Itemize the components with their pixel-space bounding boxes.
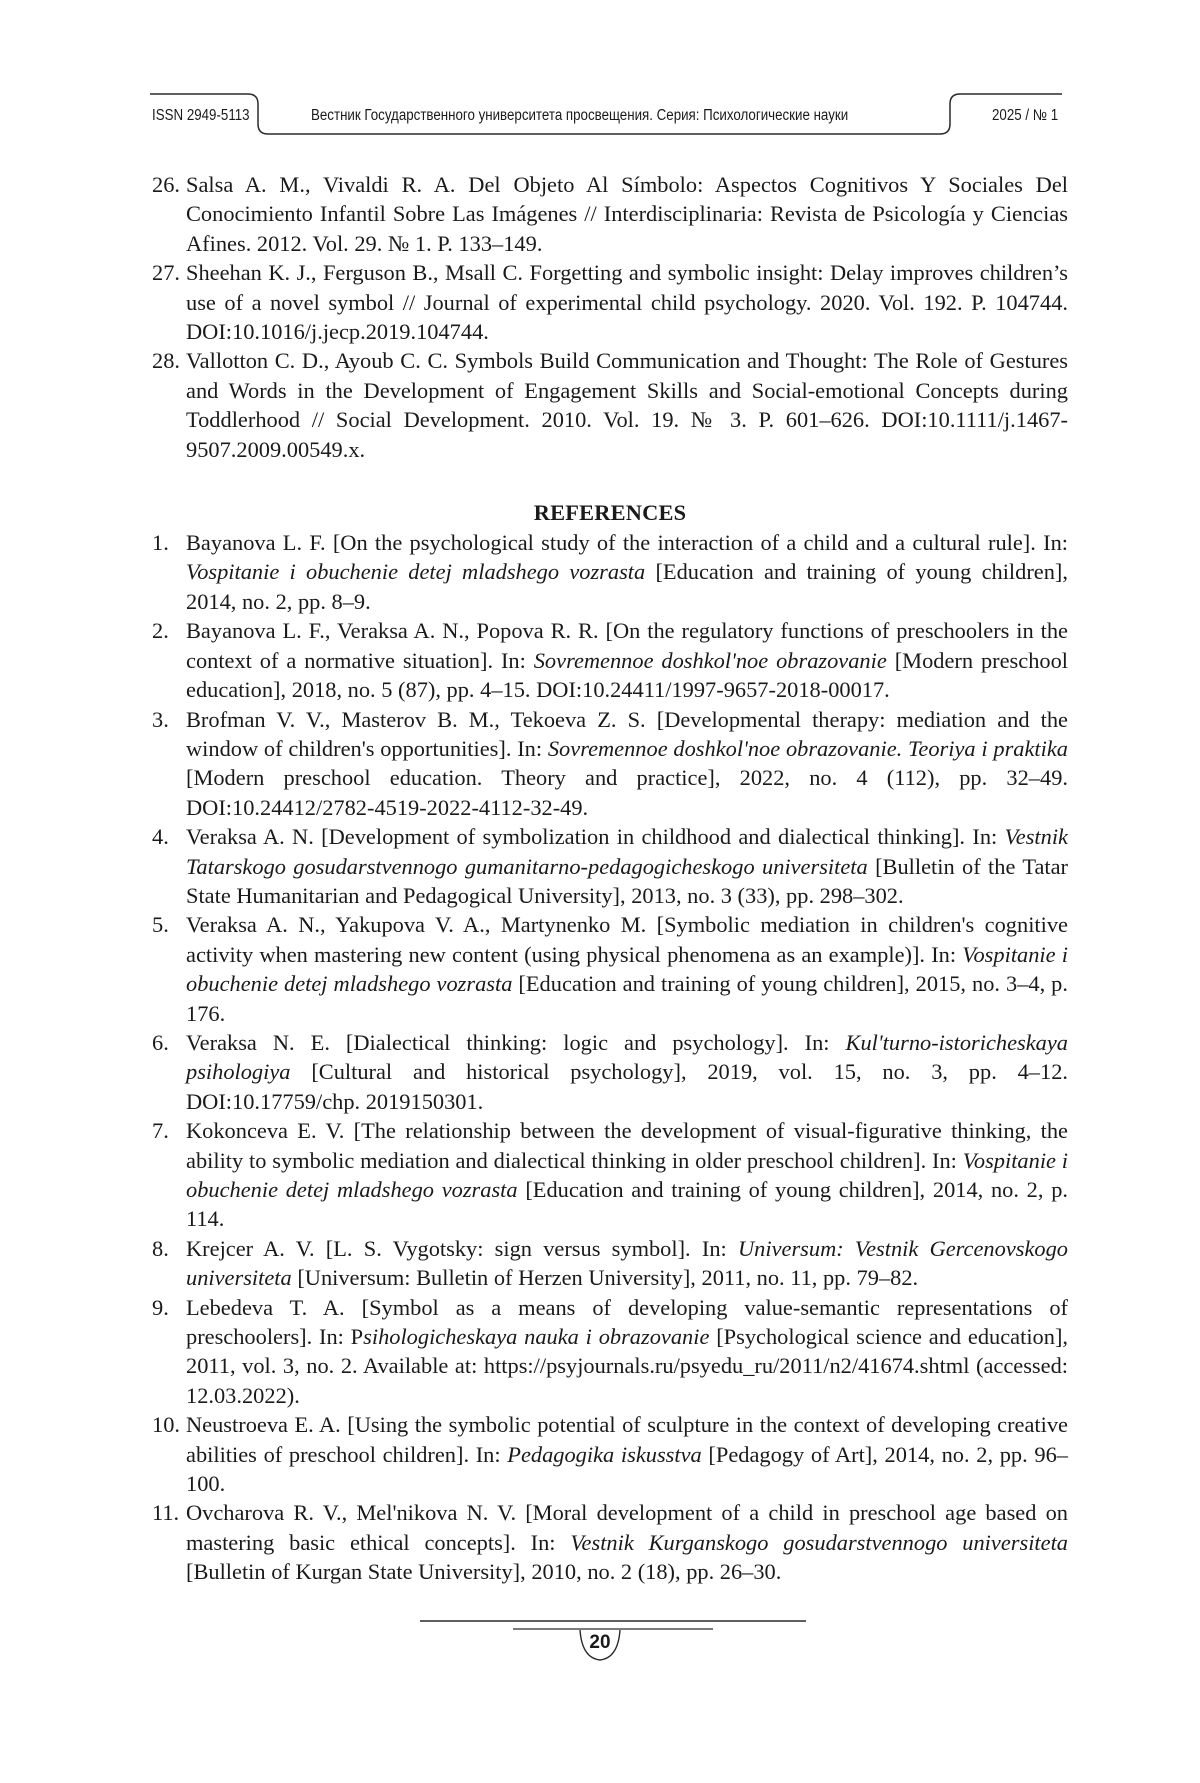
reference-item: [152, 170, 1068, 258]
reference-text: [Education and training of young children], 2015, no. 3–4, p. 176.: [186, 971, 1068, 1026]
reference-text: Bayanova L. F. [On the psychological study of the interaction of a child and a cultural rule]. In:: [186, 530, 1068, 556]
reference-source-title: Vestnik Kurganskogo gosudarstvennogo universiteta: [570, 1529, 1068, 1555]
reference-item: [152, 616, 1068, 704]
reference-source-title: Sovremennoe doshkol'noe obrazovanie. Teoriya i praktika: [547, 735, 1068, 761]
reference-text: Brofman V. V., Masterov B. M., Tekoeva Z. S. [Developmental therapy: mediation and the window of children's opportunities]. In:: [186, 706, 1068, 761]
page-footer: [0, 1600, 1200, 1680]
reference-text: [Universum: Bulletin of Herzen University], 2011, no. 11, pp. 79–82.: [291, 1265, 919, 1291]
header-issue: 2025 / № 1: [992, 107, 1059, 124]
references-heading: REFERENCES: [533, 500, 687, 526]
reference-number: 28.: [152, 348, 180, 374]
reference-source-title: Vospitanie i obuchenie detej mladshego vozrasta: [186, 1147, 1069, 1202]
reference-item: [152, 1234, 1068, 1293]
reference-text: Krejcer A. V. [L. S. Vygotsky: sign versus symbol]. In:: [186, 1235, 738, 1261]
reference-item: [152, 910, 1068, 1028]
reference-item: [152, 1293, 1068, 1411]
reference-text: Bayanova L. F., Veraksa A. N., Popova R. R. [On the regulatory functions of preschoolers in the context of a normative situation]. In:: [186, 618, 1068, 673]
page-number: 20: [589, 1632, 611, 1653]
reference-text: [Education and training of young children], 2014, no. 2, pp. 8–9.: [186, 559, 1068, 614]
reference-item: [152, 258, 1068, 346]
reference-number: 27.: [152, 260, 180, 286]
reference-source-title: Sovremennoe doshkol'noe obrazovanie: [533, 647, 887, 673]
reference-text: Veraksa A. N. [Development of symbolization in childhood and dialectical thinking]. In:: [186, 824, 1005, 850]
reference-source-title: Kul'turno-istoricheskaya psihologiya: [186, 1029, 1068, 1085]
reference-content: [152, 170, 1068, 1587]
reference-number: 6.: [152, 1029, 169, 1055]
reference-text: [Bulletin of Kurgan State University], 2010, no. 2 (18), pp. 26–30.: [186, 1559, 782, 1585]
reference-text: Salsa A. M., Vivaldi R. A. Del Objeto Al Símbolo: Aspectos Cognitivos Y Sociales Del Conocimiento Infantil Sobre Las Imágenes // Interdisciplinaria: Revista de Psicología y Ciencias Afines. 2012. Vol. 29. № 1. P. 133–149.: [186, 172, 1068, 256]
reference-text: Lebedeva T. A. [Symbol as a means of developing value-semantic representations of preschoolers]. In: P: [186, 1294, 1068, 1350]
reference-item: [152, 705, 1068, 823]
reference-text: Vallotton C. D., Ayoub C. C. Symbols Build Communication and Thought: The Role of Gestures and Words in the Development of Engagement Skills and Social-emotional Concepts during Toddlerhood // Social Development. 2010. Vol. 19. № 3. P. 601–626. DOI:10.1111/j.1467-9507.2009.00549.x.: [186, 348, 1068, 462]
reference-number: 11.: [152, 1500, 180, 1526]
running-header: [0, 0, 1200, 150]
reference-text: Ovcharova R. V., Mel'nikova N. V. [Moral development of a child in preschool age based on mastering basic ethical concepts]. In:: [186, 1500, 1068, 1555]
reference-item: [152, 1498, 1068, 1586]
reference-text: [Pedagogy of Art], 2014, no. 2, pp. 96–100.: [186, 1441, 1068, 1497]
reference-item: [152, 346, 1068, 464]
reference-number: 8.: [152, 1235, 169, 1261]
header-journal-title: Вестник Государственного университета просвещения. Серия: Психологические науки: [311, 107, 849, 124]
reference-item: [152, 822, 1068, 910]
reference-text: [Modern preschool education. Theory and practice], 2022, no. 4 (112), pp. 32–49. DOI:10.24412/2782-4519-2022-4112-32-49.: [186, 765, 1068, 820]
reference-item: [152, 528, 1068, 616]
reference-source-title: Vospitanie i obuchenie detej mladshego vozrasta: [186, 559, 646, 585]
reference-number: 1.: [152, 530, 169, 556]
reference-number: 7.: [152, 1118, 169, 1144]
reference-number: 2.: [152, 618, 169, 644]
reference-source-title: Pedagogika iskusstva: [507, 1441, 702, 1467]
reference-list-english: [152, 528, 1068, 1587]
reference-item: [152, 1410, 1068, 1498]
reference-number: 3.: [152, 706, 169, 732]
reference-text: [Bulletin of the Tatar State Humanitarian and Pedagogical University], 2013, no. 3 (33), pp. 298–302.: [186, 853, 1068, 908]
header-issn: ISSN 2949-5113: [152, 107, 250, 124]
reference-item: [152, 1028, 1068, 1116]
reference-text: Veraksa A. N., Yakupova V. A., Martynenko M. [Symbolic mediation in children's cognitive activity when mastering new content (using physical phenomena as an example)]. In:: [186, 912, 1068, 967]
reference-text: [Psychological science and education], 2011, vol. 3, no. 2. Available at: https://psyjournals.ru/psyedu_ru/2011/n2/41674.shtml (accessed: 12.03.2022).: [186, 1324, 1068, 1408]
reference-source-title: Vospitanie i obuchenie detej mladshego vozrasta: [186, 941, 1069, 997]
reference-item: [152, 1116, 1068, 1234]
reference-source-title: Vestnik Tatarskogo gosudarstvennogo gumanitarno-pedagogicheskogo universiteta: [186, 824, 1068, 879]
reference-text: Kokonceva E. V. [The relationship between the development of visual-figurative thinking, the ability to symbolic mediation and dialectical thinking in older preschool children]. In:: [186, 1118, 1068, 1173]
header-rule: [0, 0, 1200, 150]
reference-text: [Cultural and historical psychology], 2019, vol. 15, no. 3, pp. 4–12. DOI:10.17759/chp. 2019150301.: [186, 1059, 1068, 1114]
reference-number: 9.: [152, 1294, 169, 1320]
reference-text: Veraksa N. E. [Dialectical thinking: logic and psychology]. In:: [186, 1029, 846, 1055]
reference-number: 26.: [152, 172, 180, 197]
reference-text: Sheehan K. J., Ferguson B., Msall C. Forgetting and symbolic insight: Delay improves children’s use of a novel symbol // Journal of experimental child psychology. 2020. Vol. 192. P. 104744. DOI:10.1016/j.jecp.2019.104744.: [186, 260, 1068, 345]
reference-source-title: Universum: Vestnik Gercenovskogo universiteta: [186, 1235, 1068, 1291]
reference-text: [Modern preschool education], 2018, no. 5 (87), pp. 4–15. DOI:10.24411/1997-9657-2018-00017.: [186, 647, 1068, 703]
reference-number: 4.: [152, 824, 169, 850]
reference-number: 5.: [152, 912, 169, 938]
reference-text: [Education and training of young children], 2014, no. 2, p. 114.: [186, 1177, 1068, 1232]
reference-list-russian: [152, 170, 1068, 464]
reference-source-title: sihologicheskaya nauka i obrazovanie: [363, 1324, 710, 1350]
reference-number: 10.: [152, 1412, 180, 1438]
reference-text: Neustroeva E. A. [Using the symbolic potential of sculpture in the context of developing creative abilities of preschool children]. In:: [186, 1412, 1068, 1467]
